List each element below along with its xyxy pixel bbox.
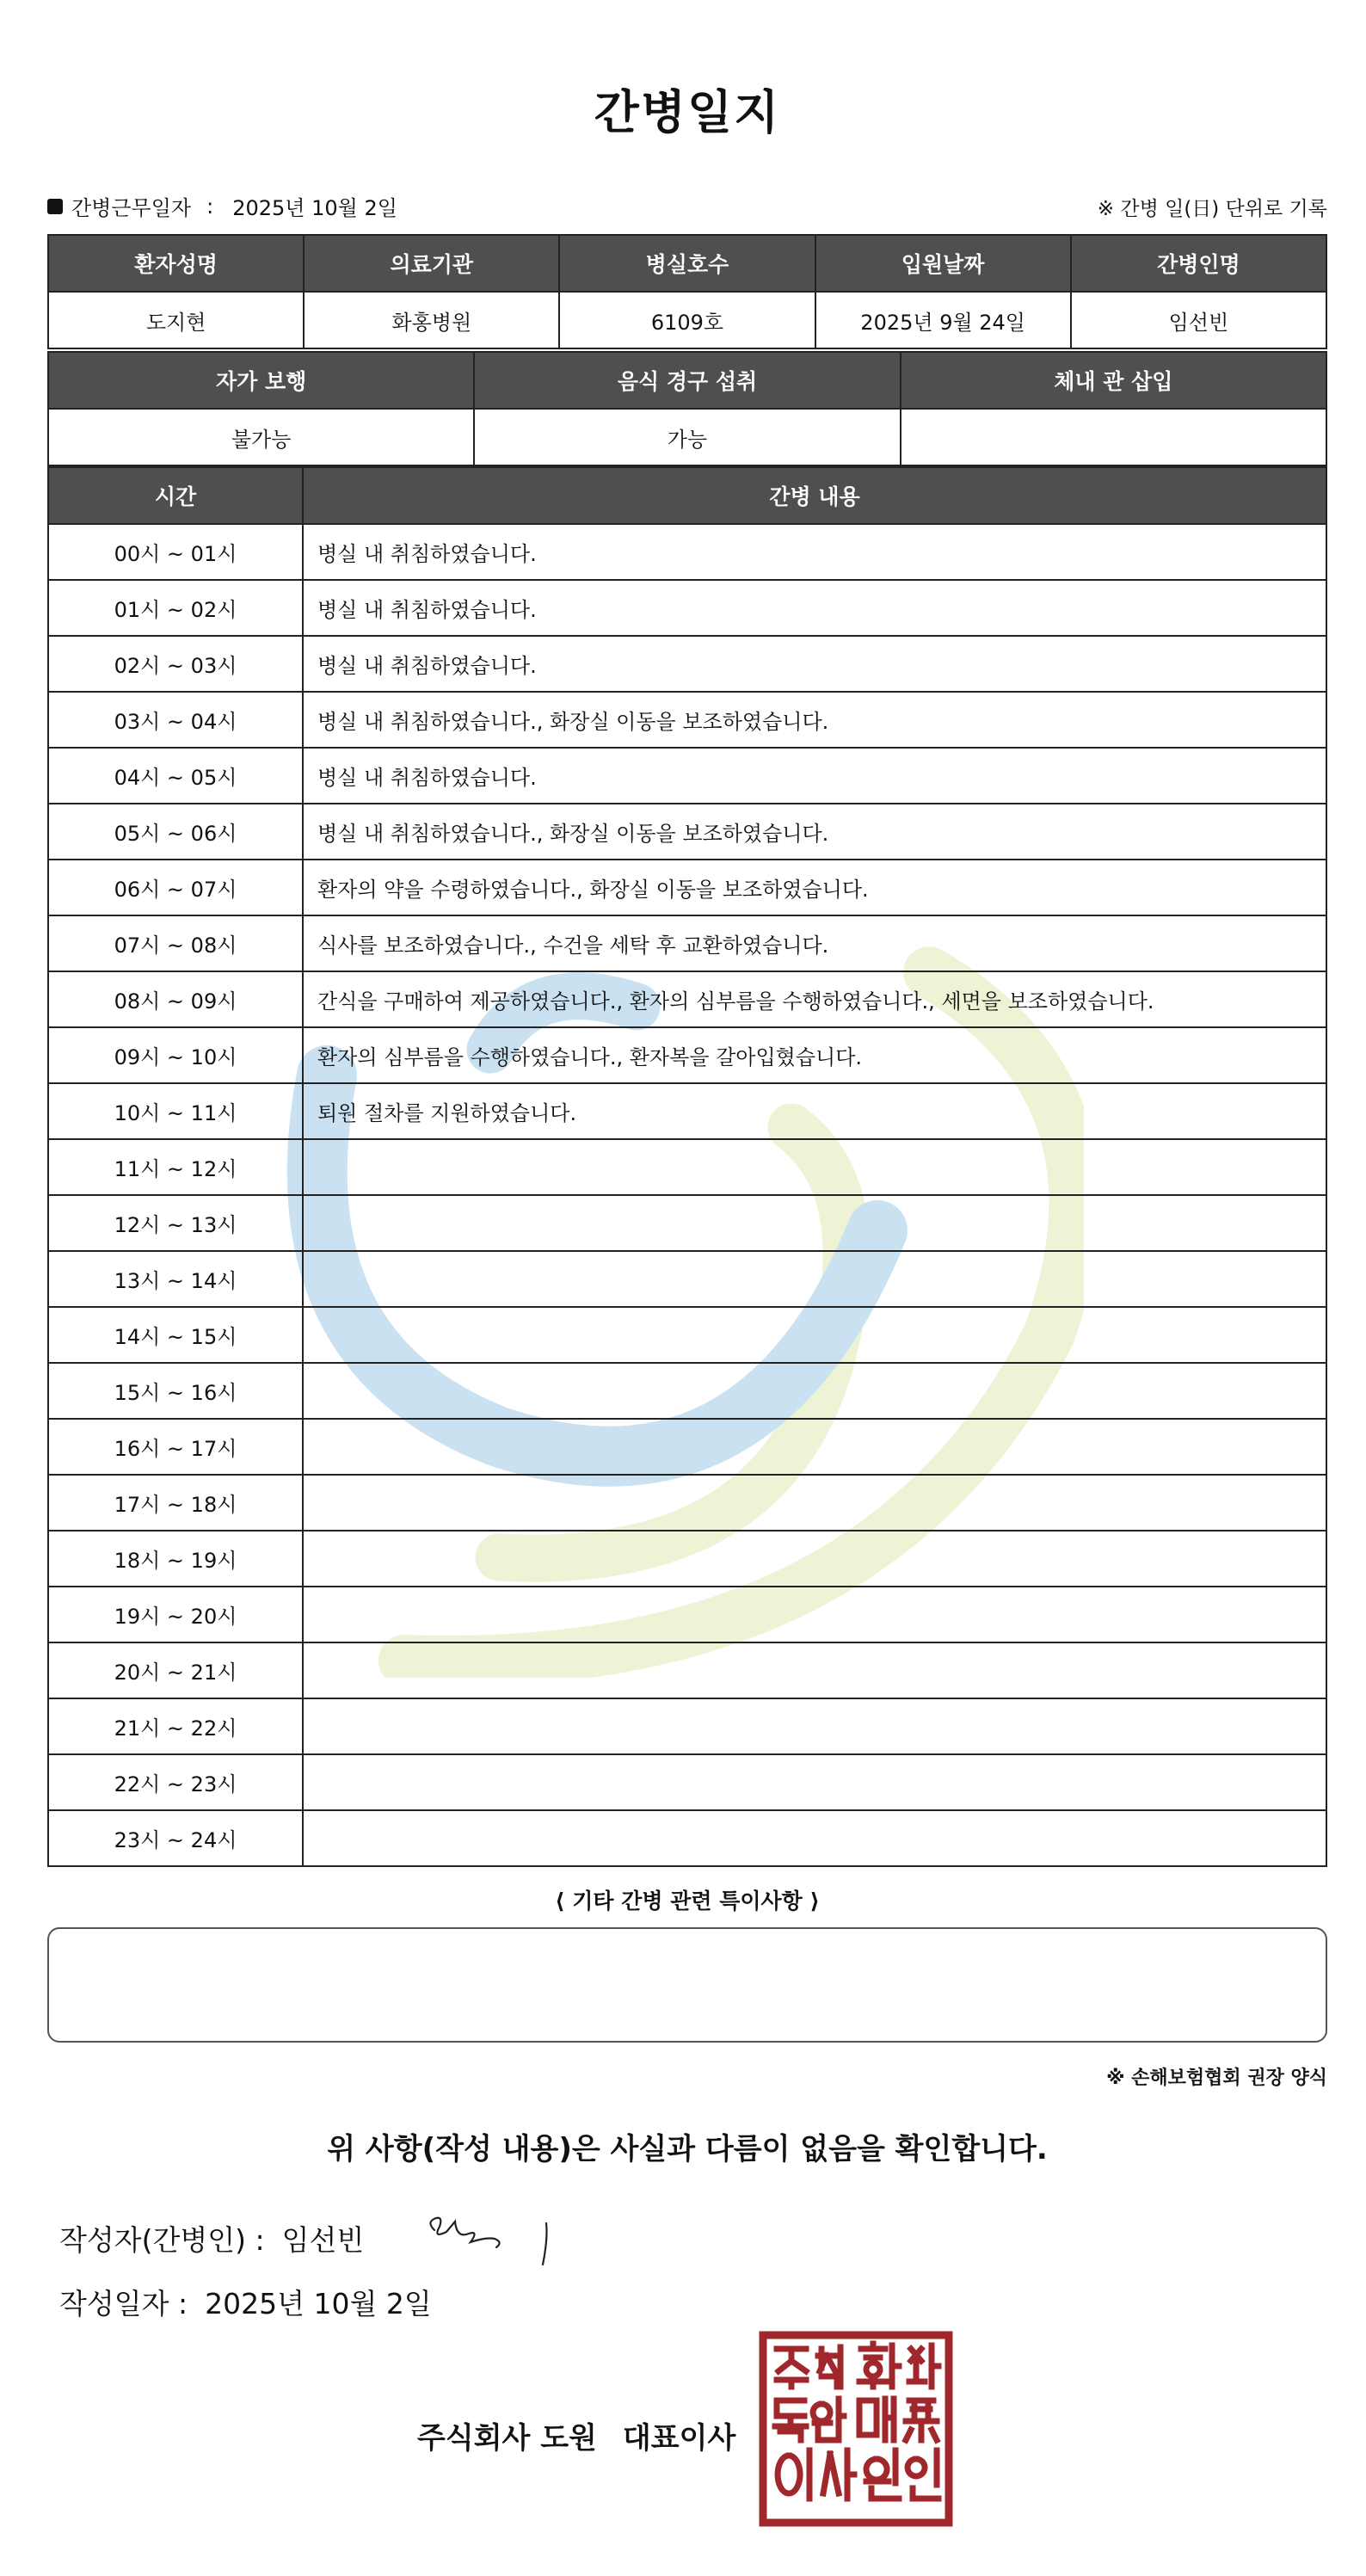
table-row <box>48 971 1326 1027</box>
work-date-label: 간병근무일자 <box>71 196 192 220</box>
header-self-walking: 자가 보행 <box>48 352 474 409</box>
table-row <box>48 748 1326 804</box>
header-patient-name: 환자성명 <box>48 235 304 292</box>
header-care-content: 간병 내용 <box>303 467 1326 524</box>
care-content[interactable] <box>303 1307 1326 1363</box>
time-slot: 16시 ~ 17시 <box>48 1419 303 1475</box>
care-content[interactable]: 병실 내 취침하였습니다., 화장실 이동을 보조하였습니다. <box>303 692 1326 748</box>
special-notes-box[interactable] <box>47 1927 1327 2043</box>
time-slot: 12시 ~ 13시 <box>48 1195 303 1251</box>
care-content[interactable]: 환자의 약을 수령하였습니다., 화장실 이동을 보조하였습니다. <box>303 860 1326 915</box>
table-row <box>48 1642 1326 1698</box>
care-content[interactable]: 병실 내 취침하였습니다. <box>303 636 1326 692</box>
care-content[interactable] <box>303 1754 1326 1810</box>
care-content[interactable] <box>303 1698 1326 1754</box>
time-slot: 23시 ~ 24시 <box>48 1810 303 1866</box>
time-slot: 00시 ~ 01시 <box>48 524 303 580</box>
time-slot: 13시 ~ 14시 <box>48 1251 303 1307</box>
table-row <box>48 1307 1326 1363</box>
table-row <box>48 692 1326 748</box>
table-row <box>48 636 1326 692</box>
company-seal-icon <box>758 2330 954 2528</box>
written-date-value: 2025년 10월 2일 <box>205 2287 432 2320</box>
time-slot: 03시 ~ 04시 <box>48 692 303 748</box>
written-date-row <box>59 2282 432 2322</box>
time-slot: 05시 ~ 06시 <box>48 804 303 860</box>
table-row <box>48 1139 1326 1195</box>
table-row <box>48 1083 1326 1139</box>
care-content[interactable]: 병실 내 취침하였습니다. <box>303 580 1326 636</box>
table-row <box>48 804 1326 860</box>
patient-status-table <box>47 351 1327 466</box>
signature-icon <box>417 2204 598 2273</box>
time-slot: 21시 ~ 22시 <box>48 1698 303 1754</box>
time-slot: 08시 ~ 09시 <box>48 971 303 1027</box>
work-date-value: 2025년 10월 2일 <box>232 196 397 220</box>
care-content[interactable] <box>303 1363 1326 1419</box>
time-slot: 11시 ~ 12시 <box>48 1139 303 1195</box>
hospital-name: 화홍병원 <box>304 292 559 348</box>
time-slot: 06시 ~ 07시 <box>48 860 303 915</box>
tube-insertion-value <box>901 409 1326 465</box>
table-row <box>48 1810 1326 1866</box>
room-number: 6109호 <box>559 292 815 348</box>
header-caregiver: 간병인명 <box>1071 235 1326 292</box>
care-content[interactable]: 병실 내 취침하였습니다. <box>303 748 1326 804</box>
header-room: 병실호수 <box>559 235 815 292</box>
oral-intake-value: 가능 <box>474 409 900 465</box>
table-row <box>48 1698 1326 1754</box>
confirmation-statement: 위 사항(작성 내용)은 사실과 다름이 없음을 확인합니다. <box>327 2132 1048 2166</box>
table-row <box>48 1195 1326 1251</box>
care-content[interactable]: 병실 내 취침하였습니다., 화장실 이동을 보조하였습니다. <box>303 804 1326 860</box>
patient-info-table <box>47 234 1327 349</box>
care-content[interactable] <box>303 1810 1326 1866</box>
time-slot: 15시 ~ 16시 <box>48 1363 303 1419</box>
ceo-title: 대표이사 <box>622 2421 736 2456</box>
time-slot: 02시 ~ 03시 <box>48 636 303 692</box>
writer-row <box>59 2218 364 2259</box>
caregiver-name: 임선빈 <box>1071 292 1326 348</box>
time-slot: 22시 ~ 23시 <box>48 1754 303 1810</box>
time-slot: 01시 ~ 02시 <box>48 580 303 636</box>
care-content[interactable] <box>303 1587 1326 1642</box>
time-slot: 14시 ~ 15시 <box>48 1307 303 1363</box>
table-row <box>48 580 1326 636</box>
table-row <box>48 915 1326 971</box>
table-row <box>48 1363 1326 1419</box>
self-walking-value: 불가능 <box>48 409 474 465</box>
care-content[interactable] <box>303 1251 1326 1307</box>
bullet-icon <box>47 199 63 214</box>
work-date-row <box>47 191 1327 222</box>
table-row <box>48 860 1326 915</box>
care-content[interactable]: 식사를 보조하였습니다., 수건을 세탁 후 교환하였습니다. <box>303 915 1326 971</box>
table-row <box>48 1754 1326 1810</box>
time-slot: 04시 ~ 05시 <box>48 748 303 804</box>
table-row <box>48 1475 1326 1531</box>
time-slot: 17시 ~ 18시 <box>48 1475 303 1531</box>
care-content[interactable] <box>303 1531 1326 1587</box>
time-slot: 09시 ~ 10시 <box>48 1027 303 1083</box>
special-notes-label: ⟨ 기타 간병 관련 특이사항 ⟩ <box>555 1889 820 1914</box>
written-date-label: 작성일자 : <box>59 2287 188 2320</box>
care-content[interactable]: 병실 내 취침하였습니다. <box>303 524 1326 580</box>
admission-date: 2025년 9월 24일 <box>815 292 1071 348</box>
patient-name: 도지현 <box>48 292 304 348</box>
care-log-table <box>47 466 1327 1867</box>
care-content[interactable]: 환자의 심부름을 수행하였습니다., 환자복을 갈아입혔습니다. <box>303 1027 1326 1083</box>
care-content[interactable] <box>303 1139 1326 1195</box>
care-content[interactable] <box>303 1475 1326 1531</box>
time-slot: 19시 ~ 20시 <box>48 1587 303 1642</box>
table-row <box>48 524 1326 580</box>
time-slot: 20시 ~ 21시 <box>48 1642 303 1698</box>
header-admission-date: 입원날짜 <box>815 235 1071 292</box>
care-content[interactable]: 퇴원 절차를 지원하였습니다. <box>303 1083 1326 1139</box>
writer-name: 임선빈 <box>281 2223 365 2257</box>
care-content[interactable] <box>303 1419 1326 1475</box>
company-signature-line <box>417 2414 735 2456</box>
writer-label: 작성자(간병인) : <box>59 2223 265 2257</box>
time-slot: 18시 ~ 19시 <box>48 1531 303 1587</box>
table-row <box>48 1587 1326 1642</box>
table-row <box>48 1531 1326 1587</box>
work-date-separator: : <box>206 194 214 219</box>
time-slot: 07시 ~ 08시 <box>48 915 303 971</box>
care-content[interactable] <box>303 1642 1326 1698</box>
header-hospital: 의료기관 <box>304 235 559 292</box>
record-unit-note: ※ 간병 일(日) 단위로 기록 <box>1097 198 1327 220</box>
time-slot: 10시 ~ 11시 <box>48 1083 303 1139</box>
recommended-form-note: ※ 손해보험협회 권장 양식 <box>1106 2068 1327 2089</box>
table-row <box>48 1419 1326 1475</box>
care-content[interactable] <box>303 1195 1326 1251</box>
care-content[interactable]: 간식을 구매하여 제공하였습니다., 환자의 심부름을 수행하였습니다., 세면을 보조하였습니다. <box>303 971 1326 1027</box>
header-oral-intake: 음식 경구 섭취 <box>474 352 900 409</box>
header-time: 시간 <box>48 467 303 524</box>
table-row <box>48 1027 1326 1083</box>
header-tube-insertion: 체내 관 삽입 <box>901 352 1326 409</box>
company-name: 주식회사 도원 <box>417 2421 597 2456</box>
table-row <box>48 1251 1326 1307</box>
page-title: 간병일지 <box>594 85 781 139</box>
